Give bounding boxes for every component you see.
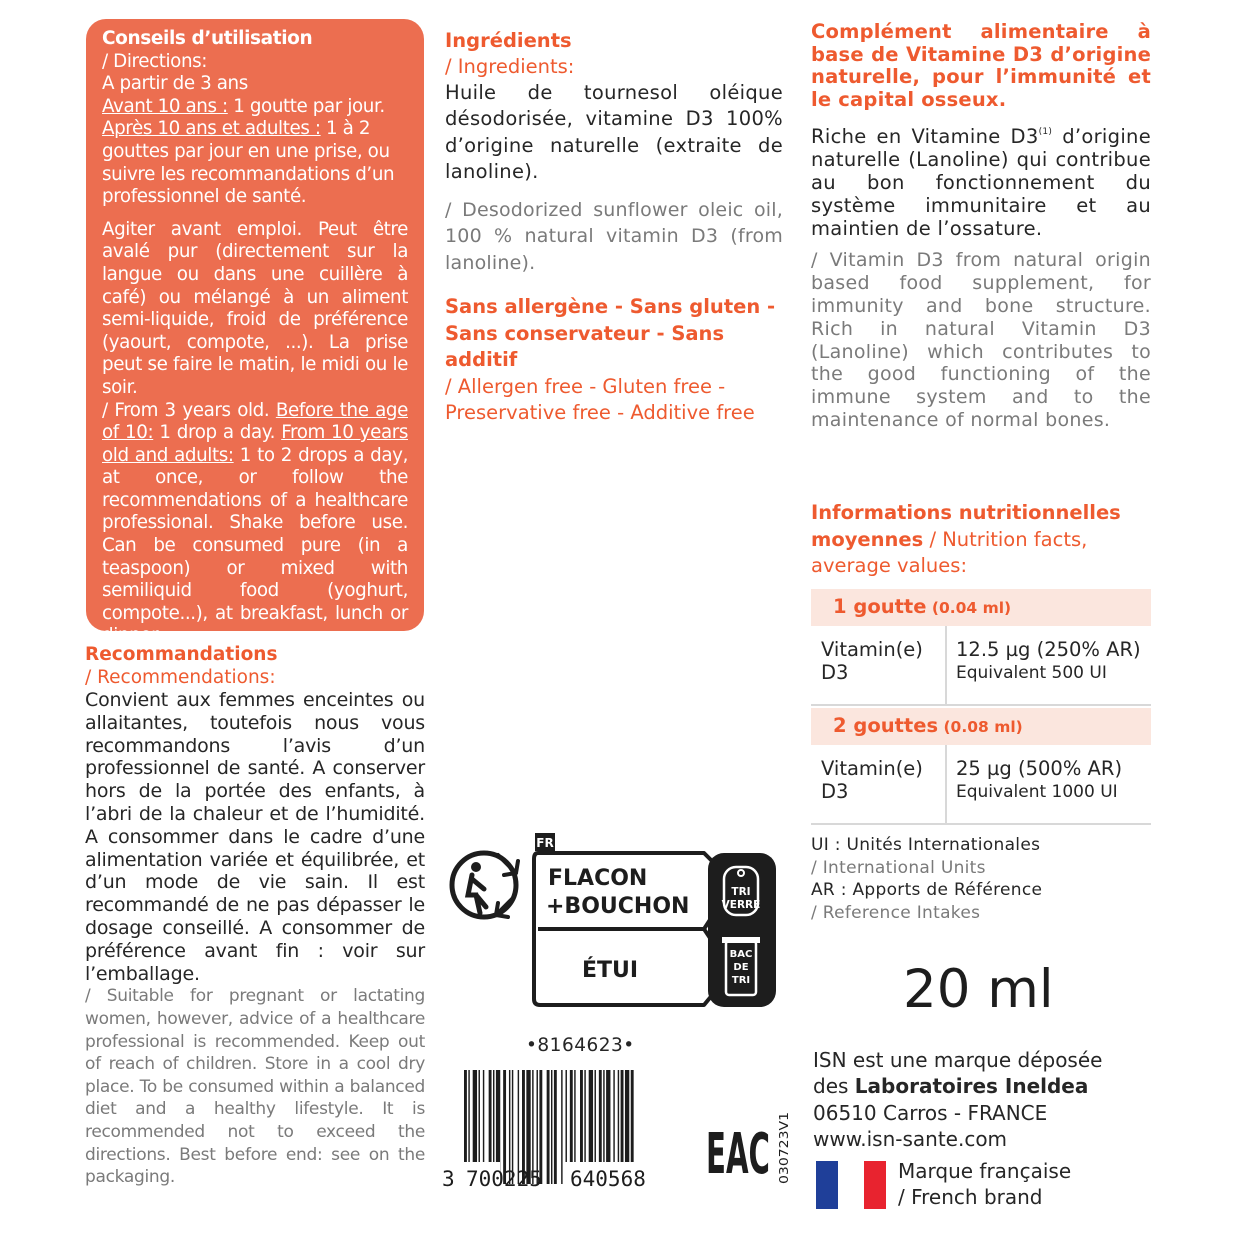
svg-text:VERRE: VERRE [721,899,761,911]
company-name: Laboratoires Ineldea [854,1074,1089,1099]
brand-line-2: des Laboratoires Ineldea [813,1074,1089,1099]
recommendations-text-fr: Convient aux femmes enceintes ou allaitantes, toutefois nous vous recommandons l’avis d’un professionnel de santé. A conserver hors de la portée des enfants, à l’abri de la chaleur et de l’humidité. A consommer dans le cadre d’une alimentation variée et équilibrée, et d’un mode de vie sain. Il est recommandé de ne pas dépasser le dosage conseillé. A consommer de préférence avant fin : voir sur l’emballage. [85,689,425,985]
barcode [442,1070,682,1190]
ingredients-subtitle: / Ingredients: [445,55,575,78]
directions-age: A partir de 3 ans [102,73,248,95]
ar-definition: AR : Apports de Référence [811,880,1043,901]
barcode-digits-right: 640568 [570,1167,646,1190]
claims-fr: Sans allergène - Sans gluten - Sans conservateur - Sans additif [445,295,776,372]
nutrition-row [811,745,1151,825]
svg-text:TRI: TRI [731,975,751,986]
french-brand-en: / French brand [898,1185,1043,1210]
nutrition-row-head: 2 gouttes (0.08 ml) [811,708,1151,745]
volume: 20 ml [903,959,1054,1020]
units-legend [811,834,1042,924]
svg-text:EAC: EAC [706,1122,770,1179]
directions-panel [86,19,424,647]
en-from: / From 3 years old. [102,399,276,421]
barcode-bar [561,1070,562,1184]
batch-number: •8164623• [526,1035,635,1056]
en-after-label: From 10 years old and adults: [102,422,408,466]
after10-text: 1 à 2 gouttes par jour en une prise, ou suivre les recommandations d’un professionnel de santé. [102,118,395,208]
footnote-ref: (1) [1038,127,1053,138]
french-brand-fr: Marque française [898,1159,1072,1183]
triman-icon [452,853,518,917]
ar-definition-en: / Reference Intakes [811,902,981,923]
nutrition-heading [811,500,1151,580]
nutrition-row-head: 1 goutte (0.04 ml) [811,589,1151,626]
directions-shake-fr: Agiter avant emploi. Peut être avalé pur (directement sur la langue ou dans une cuillère à café) ou mélangé à un aliment semi-liquide, froid de préférence (yaourt, compote, ...). La prise peut se faire le matin, le midi ou le soir. [102,218,408,398]
brand-info [813,1047,1102,1152]
ui-definition: UI : Unités Internationales [811,835,1041,855]
country-code: FR [536,836,554,850]
barcode-bar [547,1070,550,1184]
en-before-text: 1 drop a day. [153,422,282,444]
nutrient-equivalent: Equivalent 1000 UI [956,782,1118,802]
directions-title: Conseils d’utilisation [102,28,313,49]
recommendations-subtitle: / Recommendations: [85,666,276,688]
barcode-digits-left: 700225 [466,1167,542,1190]
directions-subtitle: / Directions: [102,50,208,72]
recommendations-title: Recommandations [85,644,278,665]
nutrition-row [811,626,1151,706]
nutrition-title: Informations nutritionnelles moyennes [811,501,1121,551]
svg-text:030723V1: 030723V1 [777,1122,791,1184]
ingredients-section [445,28,783,427]
supplement-title: Complément alimentaire à base de Vitamine D3 d’origine naturelle, pour l’immunité et le capital osseux. [811,20,1151,111]
en-after-text: 1 to 2 drops a day, at once, or follow the recommendations of a healthcare professional. Shake before use. Can be consumed pure (in a teaspoon) or mixed with semiliquid food (yoghurt, compote...), at breakfast, lunch or dinner. [102,444,408,647]
svg-text:BAC: BAC [729,949,753,960]
brand-website: www.isn-sante.com [813,1126,1008,1151]
supplement-text-en: / Vitamin D3 from natural origin based food supplement, for immunity and bone structure. Rich in natural Vitamin D3 (Lanoline) which contributes to the good functioning of the immune system and to the maintenance of normal bones. [811,249,1151,431]
brand-address: 06510 Carros - FRANCE [813,1100,1048,1125]
supplement-text-fr: Riche en Vitamine D3$^{(1)}$ d’origine naturelle (Lanoline) qui contribue au bon fonctionnement du système immunitaire et au maintien de l’ossature. [811,125,1151,240]
barcode-bar [554,1070,557,1184]
supplement-section [811,21,1151,432]
french-brand [898,1158,1071,1211]
barcode-bar [551,1070,552,1184]
ingredients-text-fr: Huile de tournesol oléique désodorisée, vitamine D3 100% d’origine naturelle (extraite de lanoline). [445,81,783,183]
french-flag-icon [816,1161,886,1209]
before10-text: 1 goutte par jour. [227,95,385,117]
en-before-label: Before the age of 10: [102,399,408,444]
ingredients-title: Ingrédients [445,29,572,52]
nutrient-equivalent: Equivalent 500 UI [956,663,1107,683]
eac-mark [704,1113,772,1179]
nutrient-amount: 25 µg (500% AR) [956,757,1123,780]
before10-label: Avant 10 ans : [102,95,228,117]
after10-label: Après 10 ans et adultes : [102,118,321,140]
etui-label: ÉTUI [581,958,639,983]
brand-line-1: ISN est une marque déposée [813,1048,1103,1072]
flacon-label: FLACON [548,866,648,891]
recycling-info [446,833,776,1011]
bouchon-label: +BOUCHON [546,894,690,919]
claims-en: / Allergen free - Gluten free - Preservative free - Additive free [445,374,755,425]
nutrient-label: Vitamin(e) D3 [821,757,923,803]
svg-text:DE: DE [733,962,749,973]
ui-definition-en: / International Units [811,857,986,878]
nutrient-amount: 12.5 µg (250% AR) [956,638,1141,661]
directions-en [102,400,408,649]
version-code [772,1112,796,1186]
barcode-digit-1: 3 [442,1167,455,1190]
nutrition-subtitle: / Nutrition facts, average values: [811,527,1088,577]
nutrient-label: Vitamin(e) D3 [821,638,923,684]
ingredients-text-en: / Desodorized sunflower oleic oil, 100 % natural vitamin D3 (from lanoline). [445,199,783,274]
recommendations-text-en: / Suitable for pregnant or lactating women, however, advice of a healthcare professional is recommended. Keep out of reach of children. Store in a cool dry place. To be consumed within a balanced diet and a healthy lifestyle. It is recommended not to exceed the directions. Best before end: see on the packaging. [85,986,425,1188]
recommendations-section [85,644,425,1189]
svg-text:TRI: TRI [731,886,751,898]
